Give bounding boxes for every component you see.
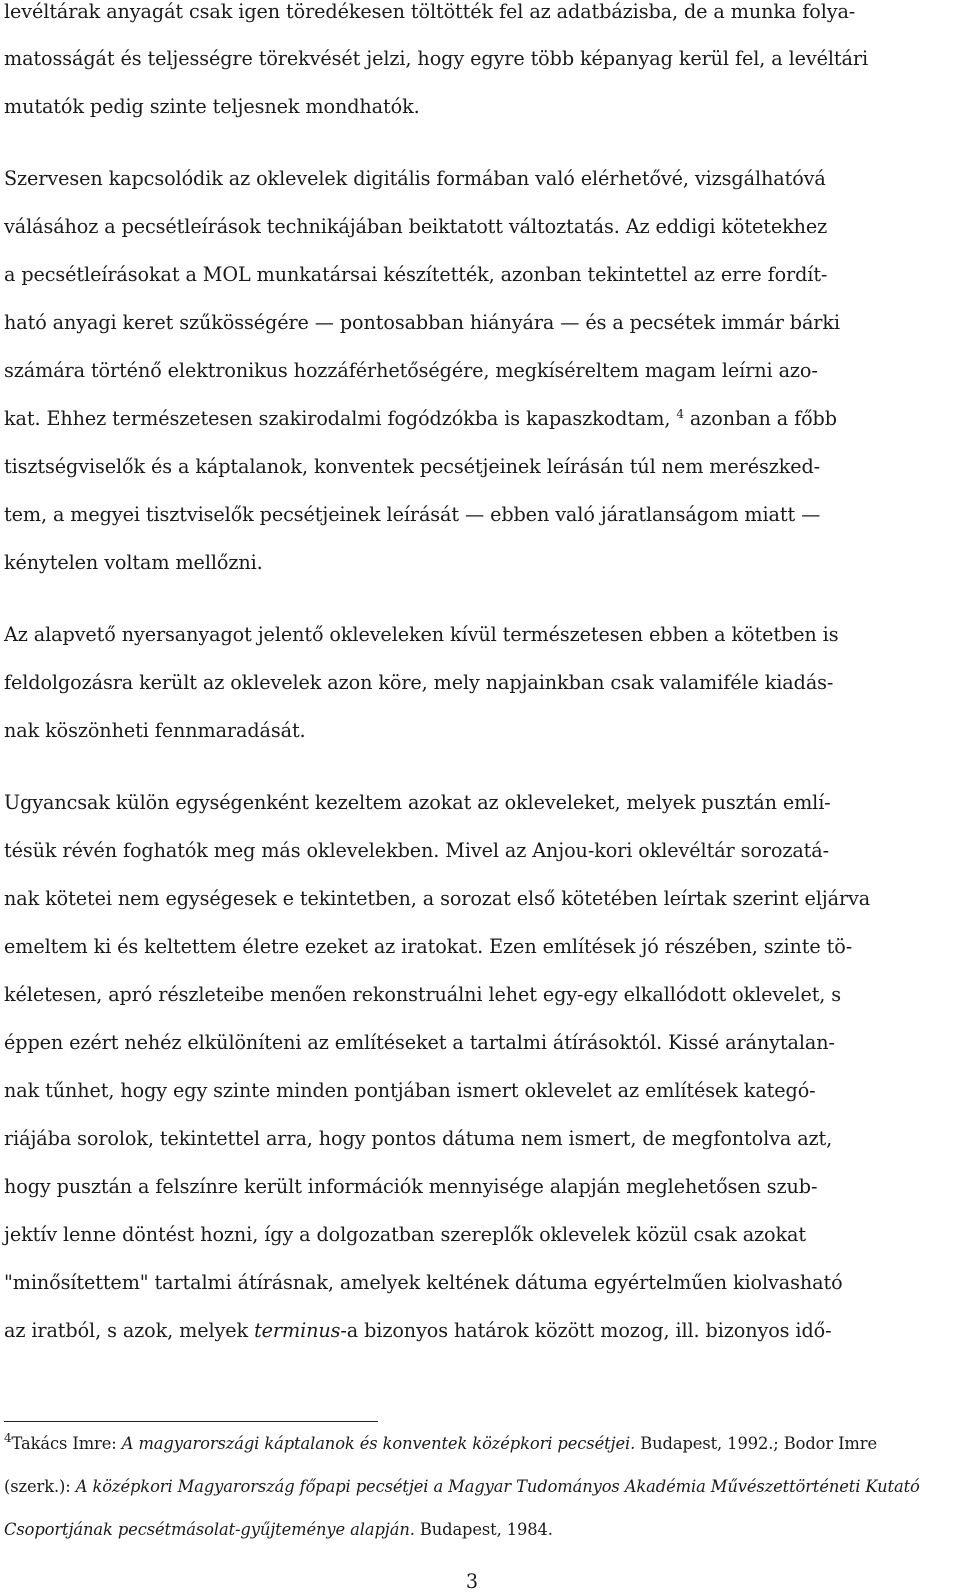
text-line: nak tűnhet, hogy egy szinte minden pontjában ismert oklevelet az említések kategó- xyxy=(4,1079,816,1102)
text-line: tem, a megyei tisztviselők pecsétjeinek leírását — ebben való járatlanságom miatt — xyxy=(4,503,821,526)
text-line: Ugyancsak külön egységenként kezeltem azokat az okleveleket, melyek pusztán emlí- xyxy=(4,791,831,814)
text-line: levéltárak anyagát csak igen töredékesen töltötték fel az adatbázisba, de a munka folya- xyxy=(4,0,856,23)
text-line: nak kötetei nem egységesek e tekintetben, a sorozat első kötetében leírtak szerint eljárva xyxy=(4,887,871,910)
text-line: kéletesen, apró részleteibe menően rekonstruálni lehet egy-egy elkallódott oklevelet, s xyxy=(4,983,842,1006)
text-line: Az alapvető nyersanyagot jelentő okleveleken kívül természetesen ebben a kötetben is xyxy=(4,623,839,646)
text-line: kénytelen voltam mellőzni. xyxy=(4,551,263,574)
text-segment: kat. Ehhez természetesen szakirodalmi fogódzókba is kapaszkodtam, xyxy=(4,407,671,430)
text-line: nak köszönheti fennmaradását. xyxy=(4,719,306,742)
text-line xyxy=(4,1319,832,1343)
text-line: éppen ezért nehéz elkülöníteni az említéseket a tartalmi átírásoktól. Kissé aránytalan- xyxy=(4,1031,835,1054)
text-segment: azonban a főbb xyxy=(683,407,837,430)
text-segment: (szerk.): xyxy=(4,1477,76,1496)
text-segment: Takács Imre: xyxy=(11,1434,122,1453)
text-line: a pecsétleírásokat a MOL munkatársai készítették, azonban tekintettel az erre fordít- xyxy=(4,263,828,286)
text-line: mutatók pedig szinte teljesnek mondhatók. xyxy=(4,95,420,118)
footnote-reference[interactable]: 4 xyxy=(676,406,684,421)
italic-term: terminus xyxy=(254,1319,341,1342)
text-line: matosságát és teljességre törekvését jelzi, hogy egyre több képanyag kerül fel, a levéltári xyxy=(4,47,868,70)
text-line: "minősítettem" tartalmi átírásnak, amelyek keltének dátuma egyértelműen kiolvasható xyxy=(4,1271,843,1294)
italic-title: Csoportjának pecsétmásolat-gyűjteménye alapján. xyxy=(4,1520,415,1539)
text-line: riájába sorolok, tekintettel arra, hogy pontos dátuma nem ismert, de megfontolva azt, xyxy=(4,1127,833,1150)
text-line: hogy pusztán a felszínre került információk mennyisége alapján meglehetősen szub- xyxy=(4,1175,818,1198)
text-line: tésük révén foghatók meg más oklevelekben. Mivel az Anjou-kori oklevéltár sorozatá- xyxy=(4,839,830,862)
footnote-line xyxy=(4,1476,920,1498)
text-line: feldolgozásra került az oklevelek azon köre, mely napjainkban csak valamiféle kiadás- xyxy=(4,671,834,694)
footnote-number: 4 xyxy=(4,1430,12,1445)
text-line: válásához a pecsétleírások technikájában beiktatott változtatás. Az eddigi kötetekhez xyxy=(4,215,828,238)
page-number: 3 xyxy=(465,1570,479,1593)
text-segment: az iratból, s azok, melyek xyxy=(4,1319,255,1342)
text-line: emeltem ki és keltettem életre ezeket az iratokat. Ezen említések jó részében, szinte tö- xyxy=(4,935,853,958)
italic-title: A magyarországi káptalanok és konventek középkori pecsétjei. xyxy=(121,1434,636,1453)
text-line: ható anyagi keret szűkösségére — pontosabban hiányára — és a pecsétek immár bárki xyxy=(4,311,840,334)
text-segment: Budapest, 1984. xyxy=(414,1520,553,1539)
text-segment: Budapest, 1992.; Bodor Imre xyxy=(635,1434,877,1453)
italic-title: A középkori Magyarország főpapi pecsétjei a Magyar Tudományos Akadémia Művészettörténeti Kutató xyxy=(75,1477,920,1496)
text-line: számára történő elektronikus hozzáférhetőségére, megkíséreltem magam leírni azo- xyxy=(4,359,818,382)
text-segment: -a bizonyos határok között mozog, ill. bizonyos idő- xyxy=(340,1319,832,1342)
footnote-line xyxy=(4,1519,553,1541)
footnote-divider xyxy=(4,1421,378,1422)
text-line: Szervesen kapcsolódik az oklevelek digitális formában való elérhetővé, vizsgálhatóvá xyxy=(4,167,826,190)
text-line: tisztségviselők és a káptalanok, konventek pecsétjeinek leírásán túl nem merészked- xyxy=(4,455,821,478)
text-line: jektív lenne döntést hozni, így a dolgozatban szereplők oklevelek közül csak azokat xyxy=(4,1223,806,1246)
footnote-line xyxy=(4,1430,877,1455)
text-line xyxy=(4,407,837,431)
